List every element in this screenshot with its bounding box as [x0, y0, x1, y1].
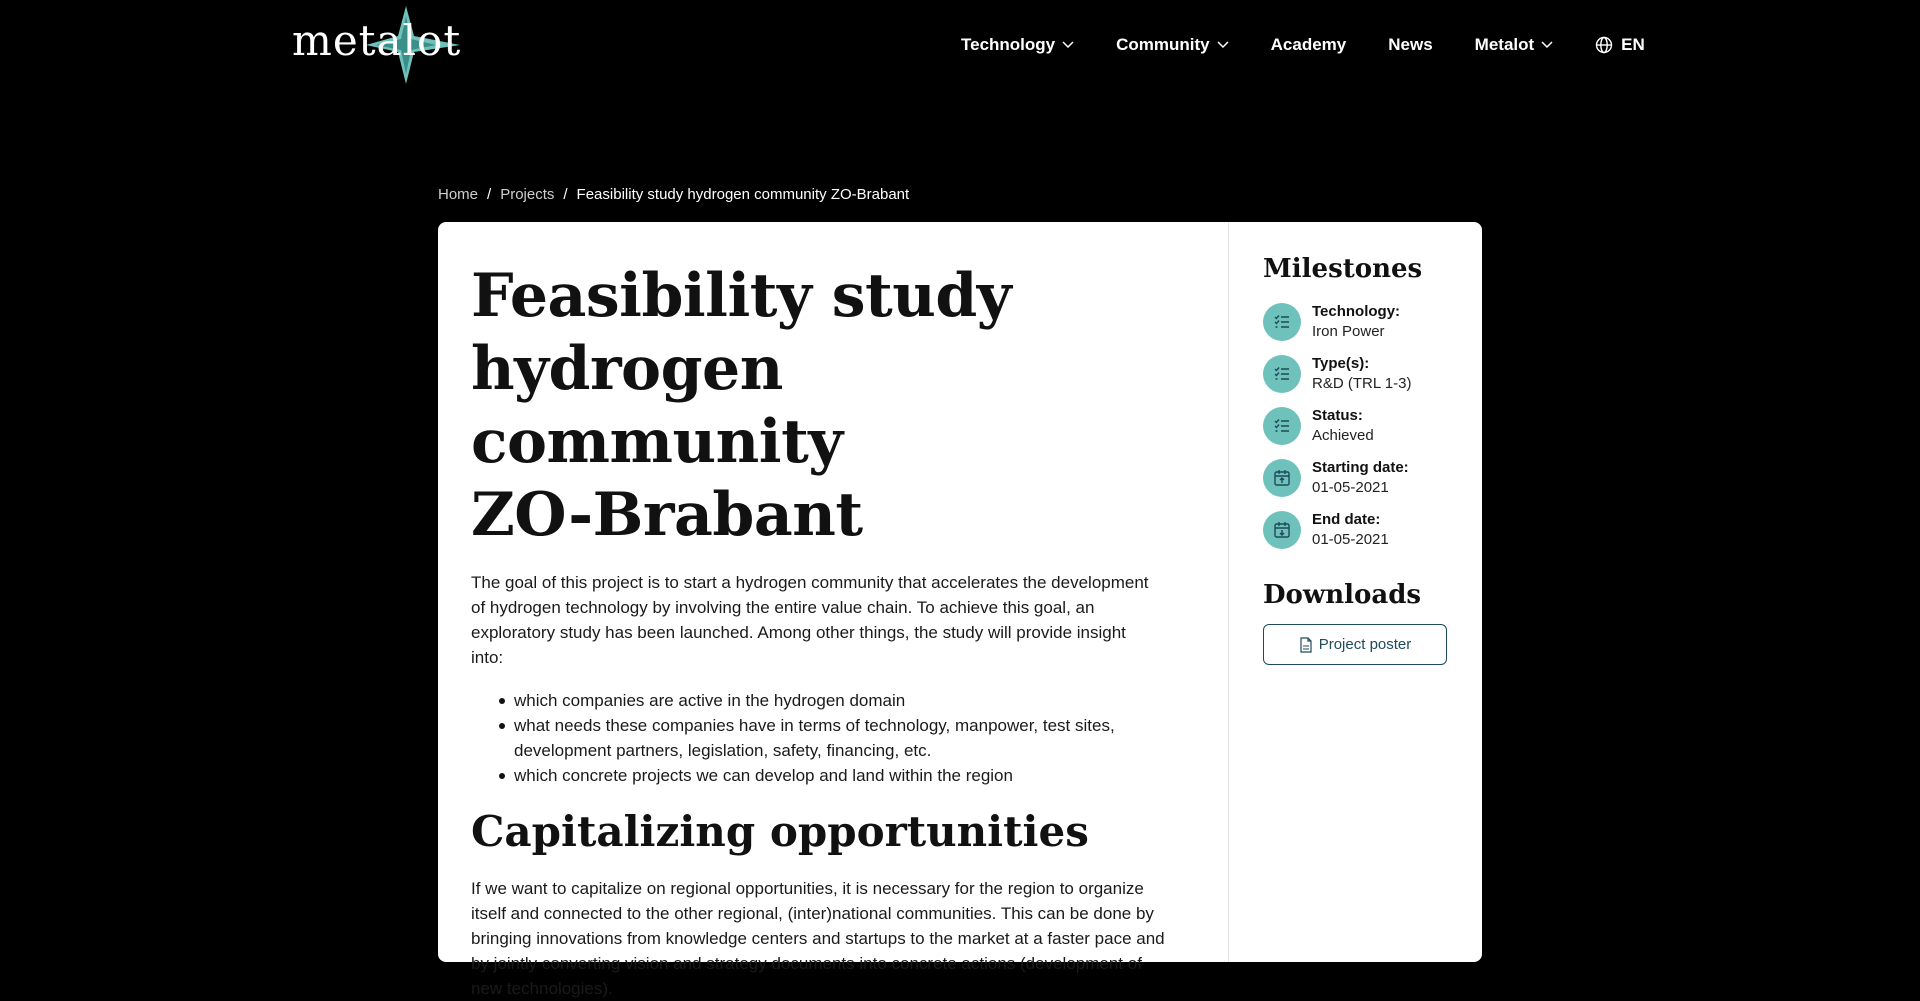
- nav-technology-label: Technology: [961, 35, 1056, 54]
- nav-metalot[interactable]: [1475, 35, 1554, 55]
- breadcrumb-separator: /: [487, 186, 492, 203]
- list-item: what needs these companies have in terms of technology, manpower, test sites, development partners, legislation, safety, financing, etc.: [514, 713, 1171, 763]
- breadcrumb-current: Feasibility study hydrogen community ZO-Brabant: [576, 186, 910, 203]
- nav-metalot-label: Metalot: [1474, 35, 1535, 54]
- project-poster-label: Project poster: [1318, 636, 1412, 653]
- breadcrumb-separator: /: [563, 186, 568, 203]
- milestone-value: R&D (TRL 1-3): [1312, 375, 1412, 392]
- milestone-label: Status:: [1312, 407, 1363, 424]
- project-content: [471, 260, 1171, 1001]
- title-line: hydrogen community: [471, 334, 843, 477]
- calendar-down-icon: [1263, 511, 1301, 549]
- milestone-value: 01-05-2021: [1312, 479, 1389, 496]
- milestone-value: Achieved: [1312, 427, 1374, 444]
- sidebar: [1263, 254, 1453, 665]
- section-heading: Capitalizing opportunities: [471, 807, 1089, 856]
- globe-icon: [1595, 36, 1613, 54]
- milestone-label: Starting date:: [1312, 459, 1409, 476]
- nav-academy[interactable]: [1271, 35, 1347, 55]
- site-header: [0, 0, 1920, 90]
- insight-list: [471, 688, 1171, 788]
- list-item: which companies are active in the hydrogen domain: [514, 688, 1171, 713]
- list-check-icon: [1263, 355, 1301, 393]
- list-check-icon: [1263, 407, 1301, 445]
- breadcrumb-home[interactable]: Home: [438, 186, 479, 203]
- milestone-start-date: [1263, 458, 1453, 498]
- chevron-down-icon: [1217, 38, 1229, 50]
- milestones-heading: Milestones: [1263, 254, 1423, 284]
- language-label: EN: [1621, 35, 1645, 54]
- nav-community[interactable]: [1116, 35, 1229, 55]
- milestone-status: [1263, 406, 1453, 446]
- page-title: [471, 260, 1171, 552]
- milestone-label: Technology:: [1312, 303, 1401, 320]
- chevron-down-icon: [1541, 38, 1553, 50]
- project-poster-button[interactable]: [1263, 624, 1447, 665]
- list-item: which concrete projects we can develop and land within the region: [514, 763, 1171, 788]
- pdf-file-icon: [1299, 637, 1313, 653]
- milestone-types: [1263, 354, 1453, 394]
- nav-technology[interactable]: [961, 35, 1074, 55]
- list-check-icon: [1263, 303, 1301, 341]
- language-switcher[interactable]: [1595, 35, 1645, 55]
- logo-text: metalot: [292, 16, 462, 65]
- section-paragraph: If we want to capitalize on regional opportunities, it is necessary for the region to organize itself and connected to the other regional, (inter)national communities. This can be done by bringing innovations from knowledge centers and startups to the market at a faster pace and by jointly converting vision and strategy documents into concrete actions (development of new technologies).: [471, 879, 1165, 998]
- nav-news-label: News: [1388, 35, 1433, 54]
- milestone-value: Iron Power: [1312, 323, 1385, 340]
- project-card: [438, 222, 1482, 998]
- breadcrumb: [438, 186, 909, 203]
- breadcrumb-projects[interactable]: Projects: [500, 186, 555, 203]
- column-divider: [1228, 222, 1229, 962]
- metalot-logo[interactable]: [292, 6, 462, 84]
- chevron-down-icon: [1062, 38, 1074, 50]
- milestone-label: Type(s):: [1312, 355, 1370, 372]
- milestone-end-date: [1263, 510, 1453, 550]
- nav-academy-label: Academy: [1270, 35, 1347, 54]
- milestone-technology: [1263, 302, 1453, 342]
- main-nav: [961, 30, 1645, 60]
- nav-news[interactable]: [1388, 35, 1432, 55]
- milestone-label: End date:: [1312, 511, 1381, 528]
- intro-paragraph: The goal of this project is to start a hydrogen community that accelerates the development of hydrogen technology by involving the entire value chain. To achieve this goal, an exploratory study has been launched. Among other things, the study will provide insight into:: [471, 573, 1149, 667]
- milestone-value: 01-05-2021: [1312, 531, 1389, 548]
- title-line: Feasibility study: [471, 261, 1012, 331]
- calendar-up-icon: [1263, 459, 1301, 497]
- nav-community-label: Community: [1116, 35, 1210, 54]
- downloads-heading: Downloads: [1263, 580, 1422, 610]
- title-line: ZO-Brabant: [471, 480, 863, 550]
